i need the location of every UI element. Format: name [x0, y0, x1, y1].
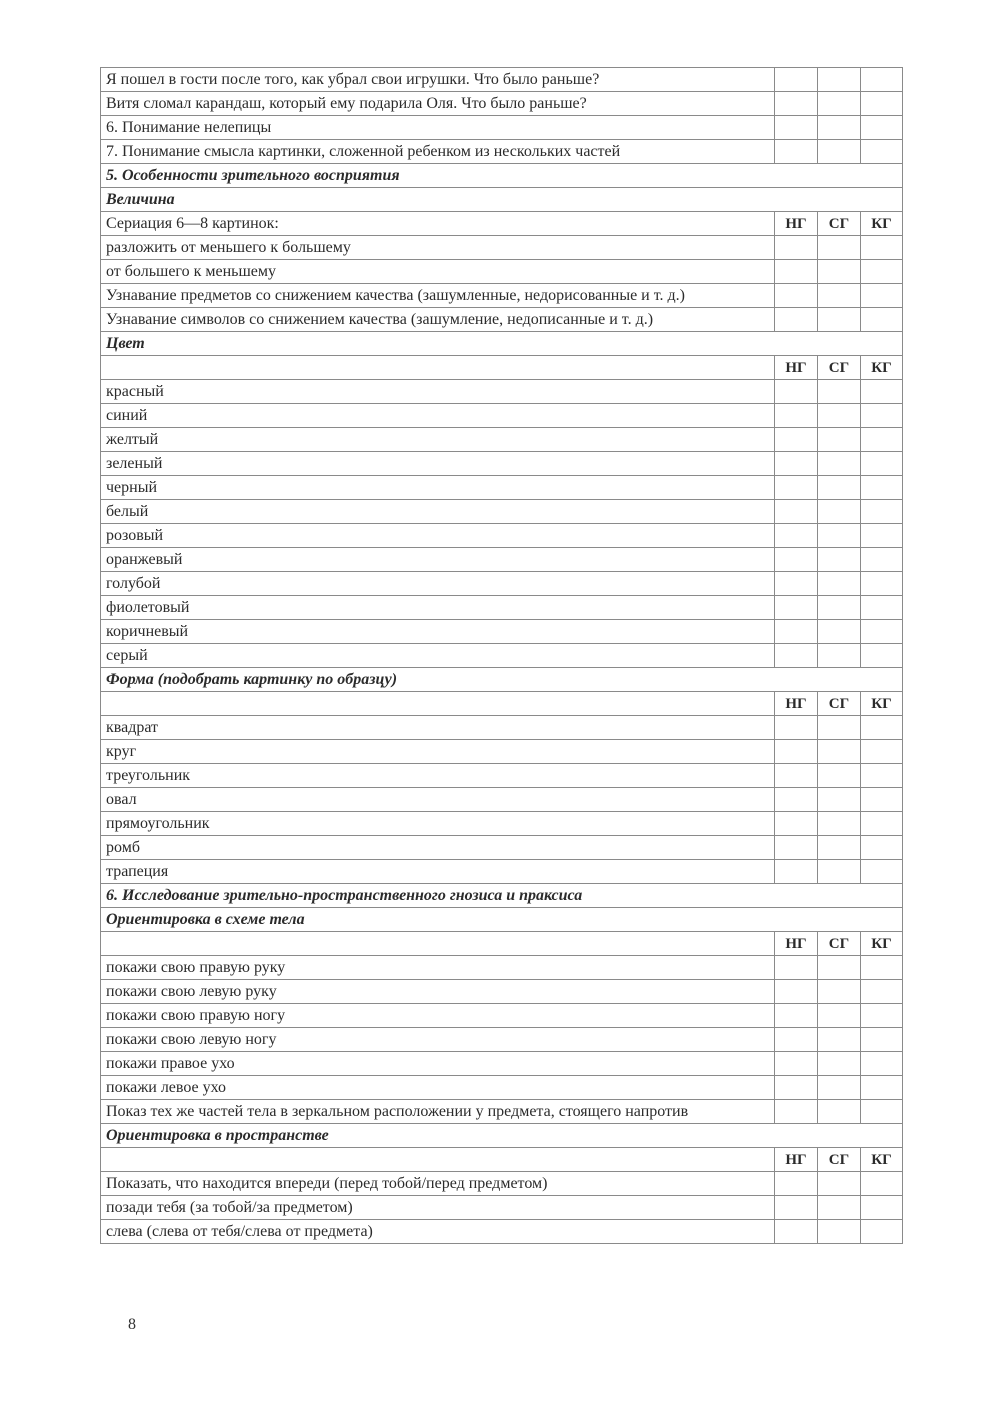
grade-cell: [818, 1220, 861, 1244]
section-title: Цвет: [101, 332, 903, 356]
grade-header-row: [101, 932, 903, 956]
grade-cell: [775, 308, 818, 332]
item-label: ромб: [101, 836, 775, 860]
grade-cell: [818, 284, 861, 308]
grade-cell: [775, 500, 818, 524]
grade-cell: [818, 476, 861, 500]
page-number: 8: [128, 1316, 136, 1333]
grade-cell: [861, 140, 903, 164]
grade-cell: [818, 764, 861, 788]
item-label: покажи свою правую руку: [101, 956, 775, 980]
grade-cell: [818, 140, 861, 164]
table-row: [101, 764, 903, 788]
grade-header-3: КГ: [861, 356, 903, 380]
item-label: разложить от меньшего к большему: [101, 236, 775, 260]
table-row: [101, 524, 903, 548]
grade-cell: [861, 1052, 903, 1076]
grade-cell: [775, 260, 818, 284]
grade-cell: [861, 308, 903, 332]
grade-cell: [861, 620, 903, 644]
grade-cell: [818, 1076, 861, 1100]
grade-cell: [818, 1004, 861, 1028]
grade-cell: [775, 716, 818, 740]
grade-cell: [818, 620, 861, 644]
grade-cell: [861, 980, 903, 1004]
grade-cell: [818, 956, 861, 980]
grade-cell: [861, 452, 903, 476]
item-label: трапеция: [101, 860, 775, 884]
item-label: оранжевый: [101, 548, 775, 572]
grade-header-2: СГ: [818, 932, 861, 956]
table-row: [101, 308, 903, 332]
item-label: Витя сломал карандаш, который ему подарила Оля. Что было раньше?: [101, 92, 775, 116]
grade-cell: [861, 716, 903, 740]
table-row: [101, 1076, 903, 1100]
item-label: покажи свою правую ногу: [101, 1004, 775, 1028]
item-label: синий: [101, 404, 775, 428]
grade-cell: [818, 500, 861, 524]
table-row: [101, 812, 903, 836]
item-label: квадрат: [101, 716, 775, 740]
grade-cell: [861, 956, 903, 980]
grade-header-row: [101, 1148, 903, 1172]
item-label: серый: [101, 644, 775, 668]
grade-cell: [775, 1052, 818, 1076]
grade-cell: [861, 740, 903, 764]
grade-cell: [818, 1172, 861, 1196]
grade-cell: [775, 476, 818, 500]
item-label: покажи свою левую руку: [101, 980, 775, 1004]
item-label: розовый: [101, 524, 775, 548]
grade-cell: [775, 404, 818, 428]
grade-header-2: СГ: [818, 212, 861, 236]
grade-cell: [775, 788, 818, 812]
grade-header-1: НГ: [775, 1148, 818, 1172]
section-title: Форма (подобрать картинку по образцу): [101, 668, 903, 692]
table-row: [101, 836, 903, 860]
table-row: [101, 140, 903, 164]
grade-cell: [861, 524, 903, 548]
item-label: позади тебя (за тобой/за предметом): [101, 1196, 775, 1220]
item-label: круг: [101, 740, 775, 764]
table-row: [101, 452, 903, 476]
table-row: [101, 860, 903, 884]
grade-cell: [818, 644, 861, 668]
grade-header-3: КГ: [861, 692, 903, 716]
grade-cell: [861, 572, 903, 596]
section-row: [101, 164, 903, 188]
section-title: Ориентировка в схеме тела: [101, 908, 903, 932]
table-row: [101, 1028, 903, 1052]
grade-cell: [775, 428, 818, 452]
section-row: [101, 188, 903, 212]
grade-cell: [775, 1028, 818, 1052]
table-row: [101, 1100, 903, 1124]
table-row: [101, 740, 903, 764]
grade-cell: [861, 1004, 903, 1028]
grade-cell: [775, 1220, 818, 1244]
grade-cell: [775, 980, 818, 1004]
grade-header-1: НГ: [775, 356, 818, 380]
grade-cell: [775, 140, 818, 164]
grade-cell: [818, 812, 861, 836]
grade-cell: [818, 1052, 861, 1076]
grade-cell: [861, 788, 903, 812]
grade-cell: [861, 1100, 903, 1124]
grade-cell: [818, 380, 861, 404]
grade-cell: [775, 956, 818, 980]
section-row: [101, 908, 903, 932]
table-row: [101, 1172, 903, 1196]
grade-header-1: НГ: [775, 932, 818, 956]
table-row: [101, 644, 903, 668]
item-label: белый: [101, 500, 775, 524]
grade-header-2: СГ: [818, 1148, 861, 1172]
grade-cell: [861, 1076, 903, 1100]
item-label: Сериация 6—8 картинок:: [101, 212, 775, 236]
table-row: [101, 548, 903, 572]
item-label: черный: [101, 476, 775, 500]
grade-cell: [861, 500, 903, 524]
grade-cell: [861, 1172, 903, 1196]
table-row: [101, 620, 903, 644]
section-title: 6. Исследование зрительно-пространственного гнозиса и праксиса: [101, 884, 903, 908]
section-row: [101, 884, 903, 908]
grade-cell: [818, 68, 861, 92]
grade-header-1: НГ: [775, 212, 818, 236]
grade-cell: [861, 596, 903, 620]
grade-cell: [818, 260, 861, 284]
item-label: зеленый: [101, 452, 775, 476]
table-row: [101, 476, 903, 500]
grade-cell: [818, 548, 861, 572]
grade-cell: [818, 308, 861, 332]
table-row: [101, 284, 903, 308]
item-label: слева (слева от тебя/слева от предмета): [101, 1220, 775, 1244]
grade-header-2: СГ: [818, 356, 861, 380]
grade-cell: [775, 1004, 818, 1028]
grade-header-row: [101, 356, 903, 380]
grade-cell: [775, 596, 818, 620]
grade-cell: [818, 1100, 861, 1124]
grade-cell: [775, 860, 818, 884]
grade-cell: [775, 92, 818, 116]
grade-cell: [861, 404, 903, 428]
item-label: красный: [101, 380, 775, 404]
item-label: Узнавание предметов со снижением качества (зашумленные, недорисованные и т. д.): [101, 284, 775, 308]
section-row: [101, 1124, 903, 1148]
grade-cell: [861, 236, 903, 260]
table-row: [101, 500, 903, 524]
table-row: [101, 596, 903, 620]
table-row: [101, 428, 903, 452]
item-label: 7. Понимание смысла картинки, сложенной ребенком из нескольких частей: [101, 140, 775, 164]
section-title: Величина: [101, 188, 903, 212]
item-label: от большего к меньшему: [101, 260, 775, 284]
grade-cell: [775, 380, 818, 404]
table-row: [101, 212, 903, 236]
grade-cell: [818, 92, 861, 116]
grade-cell: [775, 116, 818, 140]
grade-cell: [818, 716, 861, 740]
grade-cell: [818, 1196, 861, 1220]
grade-header-1: НГ: [775, 692, 818, 716]
grade-cell: [818, 788, 861, 812]
grade-cell: [775, 740, 818, 764]
grade-cell: [818, 116, 861, 140]
grade-header-2: СГ: [818, 692, 861, 716]
grade-cell: [775, 1196, 818, 1220]
header-blank-cell: [101, 932, 775, 956]
item-label: овал: [101, 788, 775, 812]
grade-cell: [861, 764, 903, 788]
table-row: [101, 788, 903, 812]
table-row: [101, 572, 903, 596]
grade-cell: [861, 1196, 903, 1220]
section-title: Ориентировка в пространстве: [101, 1124, 903, 1148]
grade-cell: [775, 548, 818, 572]
grade-cell: [818, 404, 861, 428]
grade-cell: [775, 68, 818, 92]
section-row: [101, 332, 903, 356]
grade-cell: [775, 1100, 818, 1124]
table-row: [101, 716, 903, 740]
grade-cell: [818, 236, 861, 260]
item-label: покажи левое ухо: [101, 1076, 775, 1100]
grade-cell: [775, 452, 818, 476]
grade-cell: [861, 836, 903, 860]
item-label: Я пошел в гости после того, как убрал свои игрушки. Что было раньше?: [101, 68, 775, 92]
grade-cell: [861, 476, 903, 500]
grade-cell: [775, 812, 818, 836]
grade-cell: [861, 548, 903, 572]
grade-cell: [775, 524, 818, 548]
table-row: [101, 92, 903, 116]
grade-cell: [775, 284, 818, 308]
table-row: [101, 380, 903, 404]
grade-cell: [861, 1220, 903, 1244]
grade-cell: [861, 68, 903, 92]
table-row: [101, 116, 903, 140]
item-label: 6. Понимание нелепицы: [101, 116, 775, 140]
item-label: прямоугольник: [101, 812, 775, 836]
table-row: [101, 1052, 903, 1076]
table-row: [101, 1004, 903, 1028]
grade-cell: [775, 1076, 818, 1100]
item-label: Узнавание символов со снижением качества (зашумление, недописанные и т. д.): [101, 308, 775, 332]
table-row: [101, 68, 903, 92]
grade-cell: [861, 116, 903, 140]
grade-cell: [861, 260, 903, 284]
grade-cell: [818, 980, 861, 1004]
header-blank-cell: [101, 692, 775, 716]
section-row: [101, 668, 903, 692]
grade-header-3: КГ: [861, 1148, 903, 1172]
grade-cell: [818, 1028, 861, 1052]
grade-cell: [818, 596, 861, 620]
item-label: желтый: [101, 428, 775, 452]
table-row: [101, 956, 903, 980]
grade-cell: [818, 860, 861, 884]
grade-header-3: КГ: [861, 212, 903, 236]
grade-cell: [818, 452, 861, 476]
item-label: коричневый: [101, 620, 775, 644]
grade-cell: [861, 860, 903, 884]
table-row: [101, 236, 903, 260]
grade-cell: [861, 92, 903, 116]
grade-cell: [775, 1172, 818, 1196]
grade-cell: [818, 524, 861, 548]
assessment-table: [100, 67, 903, 1244]
header-blank-cell: [101, 356, 775, 380]
item-label: фиолетовый: [101, 596, 775, 620]
grade-cell: [861, 380, 903, 404]
item-label: покажи правое ухо: [101, 1052, 775, 1076]
section-title: 5. Особенности зрительного восприятия: [101, 164, 903, 188]
grade-cell: [775, 620, 818, 644]
grade-cell: [775, 236, 818, 260]
grade-cell: [775, 764, 818, 788]
grade-cell: [861, 284, 903, 308]
item-label: Показ тех же частей тела в зеркальном расположении у предмета, стоящего напротив: [101, 1100, 775, 1124]
table-row: [101, 260, 903, 284]
grade-cell: [818, 836, 861, 860]
item-label: покажи свою левую ногу: [101, 1028, 775, 1052]
grade-cell: [775, 644, 818, 668]
item-label: треугольник: [101, 764, 775, 788]
grade-header-3: КГ: [861, 932, 903, 956]
grade-cell: [861, 428, 903, 452]
table-row: [101, 1220, 903, 1244]
item-label: голубой: [101, 572, 775, 596]
table-row: [101, 1196, 903, 1220]
table-row: [101, 980, 903, 1004]
table-row: [101, 404, 903, 428]
item-label: Показать, что находится впереди (перед тобой/перед предметом): [101, 1172, 775, 1196]
grade-cell: [775, 572, 818, 596]
header-blank-cell: [101, 1148, 775, 1172]
grade-cell: [861, 644, 903, 668]
grade-cell: [818, 740, 861, 764]
grade-cell: [861, 1028, 903, 1052]
grade-cell: [818, 572, 861, 596]
grade-cell: [861, 812, 903, 836]
grade-header-row: [101, 692, 903, 716]
grade-cell: [818, 428, 861, 452]
grade-cell: [775, 836, 818, 860]
